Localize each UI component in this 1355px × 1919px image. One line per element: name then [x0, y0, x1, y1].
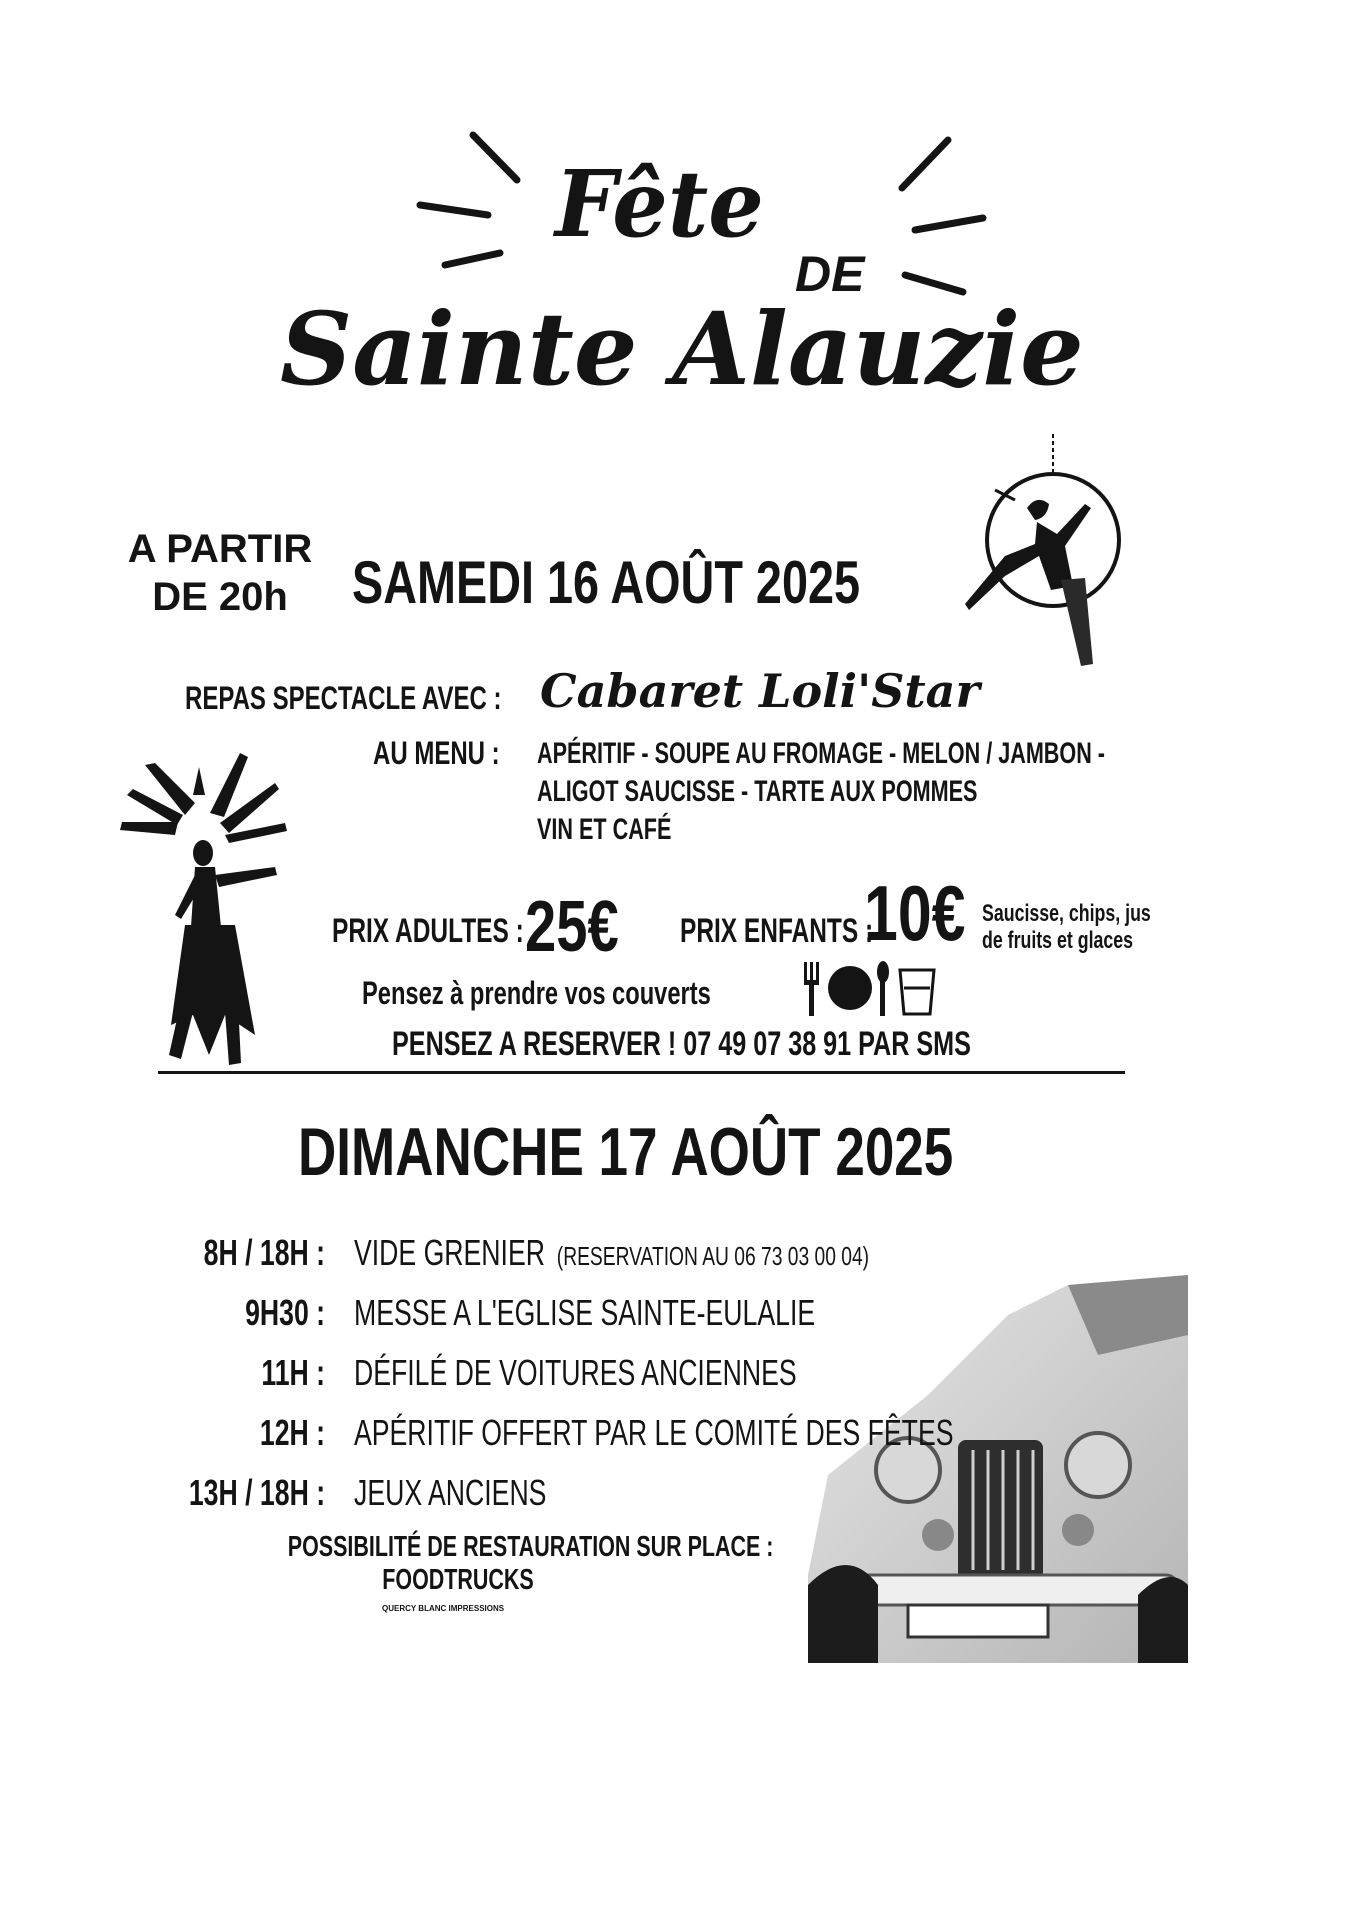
food-info-line2: FOODTRUCKS	[382, 1564, 534, 1596]
schedule-row	[0, 1292, 1355, 1342]
feather-dancer-silhouette	[115, 735, 325, 1075]
child-menu-note	[982, 900, 1151, 954]
menu-label: AU MENU :	[373, 735, 500, 771]
schedule-row	[0, 1412, 1355, 1462]
food-info	[228, 1531, 774, 1597]
schedule-time: 11H :	[261, 1352, 325, 1393]
adult-price-label: PRIX ADULTES :	[332, 912, 524, 950]
schedule-activity-name: APÉRITIF OFFERT PAR LE COMITÉ DES FÊTES	[354, 1412, 954, 1453]
section-divider	[158, 1071, 1125, 1074]
schedule-activity-name: MESSE A L'EGLISE SAINTE-EULALIE	[354, 1292, 816, 1333]
saturday-date: SAMEDI 16 AOÛT 2025	[352, 549, 861, 616]
schedule-activity	[354, 1472, 546, 1514]
schedule-time: 9H30 :	[245, 1292, 325, 1333]
food-info-line1: POSSIBILITÉ DE RESTAURATION SUR PLACE :	[287, 1531, 774, 1563]
schedule-time: 12H :	[259, 1412, 325, 1453]
printer-credit: QUERCY BLANC IMPRESSIONS	[382, 1604, 505, 1613]
adult-price: 25€	[525, 887, 619, 967]
start-time-line2: DE 20h	[152, 575, 288, 619]
cutlery-icon	[804, 962, 819, 1016]
child-menu-note-line2: de fruits et glaces	[982, 927, 1134, 954]
schedule-time: 13H / 18H :	[188, 1472, 325, 1513]
start-time	[120, 525, 320, 621]
title-connector: DE	[795, 246, 865, 302]
title-fete: Fête	[555, 150, 764, 258]
schedule-note: (RESERVATION AU 06 73 03 00 04)	[556, 1241, 870, 1271]
schedule-activity	[354, 1232, 869, 1274]
menu-line: APÉRITIF - SOUPE AU FROMAGE - MELON / JAMBON -	[537, 737, 1106, 770]
schedule-row	[0, 1232, 1355, 1282]
child-menu-note-line1: Saucisse, chips, jus	[982, 900, 1151, 927]
menu-items	[537, 735, 1326, 849]
glass-icon	[900, 970, 934, 1014]
schedule-row	[0, 1352, 1355, 1402]
schedule-activity-name: JEUX ANCIENS	[354, 1472, 547, 1513]
title-sainte-alauzie: Sainte Alauzie	[280, 290, 1084, 408]
dinner-show-name: Cabaret Loli'Star	[540, 664, 980, 718]
reservation-line: PENSEZ A RESERVER ! 07 49 07 38 91 PAR SMS	[392, 1025, 971, 1063]
schedule-activity-name: VIDE GRENIER	[354, 1232, 545, 1273]
child-price: 10€	[864, 869, 966, 957]
plate-icon	[828, 966, 872, 1010]
start-time-line1: A PARTIR	[127, 527, 313, 571]
sunday-date: DIMANCHE 17 AOÛT 2025	[298, 1114, 954, 1190]
dinner-label: REPAS SPECTACLE AVEC :	[185, 680, 502, 716]
child-price-label: PRIX ENFANTS :	[680, 912, 874, 950]
schedule-time: 8H / 18H :	[203, 1232, 325, 1273]
schedule-activity-name: DÉFILÉ DE VOITURES ANCIENNES	[354, 1352, 797, 1393]
schedule-row	[0, 1472, 1355, 1522]
cutlery-icons	[800, 958, 940, 1018]
spoon-icon	[877, 961, 889, 1016]
cutlery-reminder: Pensez à prendre vos couverts	[362, 975, 711, 1011]
menu-line: VIN ET CAFÉ	[537, 813, 672, 846]
menu-line: ALIGOT SAUCISSE - TARTE AUX POMMES	[537, 775, 978, 808]
schedule-activity	[354, 1352, 797, 1394]
hoop-dancer-silhouette	[965, 430, 1165, 680]
schedule-activity	[354, 1292, 815, 1334]
schedule-activity	[354, 1412, 953, 1454]
